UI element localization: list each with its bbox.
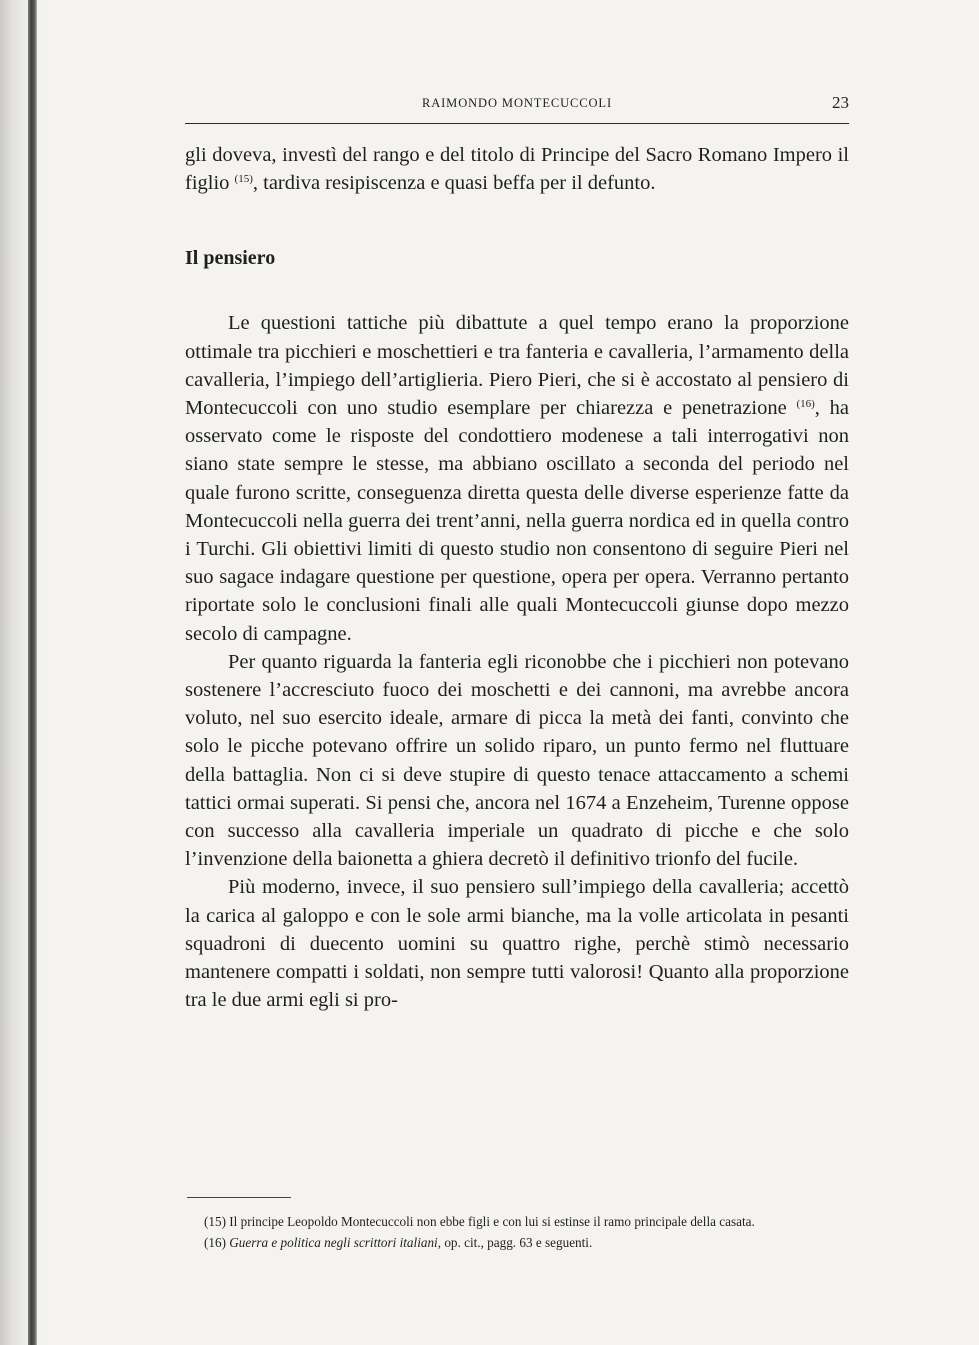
page-header [185,95,849,124]
footnote-separator [187,1197,291,1198]
footnote-16 [185,1232,849,1253]
footnote-15: (15) Il principe Leopoldo Montecuccoli non ebbe figli e con lui si estinse il ramo principale della casata. [204,1214,755,1229]
paragraph-text: , tardiva resipiscenza e quasi beffa per il defunto. [252,172,656,195]
paragraph-continuation [185,141,849,197]
running-head: RAIMONDO MONTECUCCOLI [421,96,613,110]
footnote-number: (16) [204,1235,226,1250]
paragraph: Per quanto riguarda la fanteria egli riconobbe che i picchieri non potevano sostenere l’accresciuto fuoco dei moschetti e dei cannoni, ma avrebbe ancora voluto, nel suo esercito ideale, armare di picca la metà dei fanti, convinto che solo le picche potevano offrire un solido riparo, un punto fermo nel fluttuare della battaglia. Non ci si deve stupire di questo tenace attaccamento a schemi tattici ormai superati. Si pensi che, ancora nel 1674 a Enzeheim, Turenne oppose con successo alla cavalleria imperiale un quadrato di picche e che solo l’invenzione della baionetta a ghiera decretò il definitivo trionfo del fucile. [185,650,849,871]
footnote-ref-15: (15) [234,173,253,186]
footnote-text: op. cit., pagg. 63 e seguenti. [444,1235,593,1250]
paragraph: Più moderno, invece, il suo pensiero sull’impiego della cavalleria; accettò la carica al galoppo e con le sole armi bianche, ma la volle articolata in pesanti squadroni di duecento uomini su quattro righe, perchè stimò necessario mantenere compatti i soldati, non sempre tutti valorosi! Quanto alla proporzione tra le due armi egli si pro- [185,876,849,1012]
paragraph-text: gli doveva, investì del rango e del titolo di Principe del Sacro Romano Impero il figlio [185,144,849,195]
paragraph-text: Le questioni tattiche più dibattute a quel tempo erano la proporzione ottimale tra picchieri e moschettieri e tra fanteria e cavalleria, l’armamento della cavalleria, l’impiego dell’artiglieria. Piero Pieri, che si è accostato al pensiero di Montecuccoli con uno studio esemplare per chiarezza e penetrazione [185,312,849,420]
paragraph [185,309,849,647]
main-text [185,141,849,1014]
section-heading: Il pensiero [185,247,276,270]
book-gutter-shadow [0,0,44,1345]
footnote-title: Guerra e politica negli scrittori italiani, [229,1235,442,1250]
paragraph-text: , ha osservato come le risposte del condottiero modenese a tali interrogativi non siano state sempre le stesse, ma abbiano oscillato a seconda del periodo nel quale furono scritte, conseguenza diretta questa delle diverse esperienze fatte da Montecuccoli nella guerra dei trent’anni, nella guerra nordica ed in quella contro i Turchi. Gli obiettivi limiti di questo studio non consentono di seguire Pieri nel suo sagace indagare questione per questione, opera per opera. Verranno pertanto riportate solo le conclusioni finali alle quali Montecuccoli giunse dopo mezzo secolo di campagne. [185,397,849,645]
footnote-ref-16: (16) [796,398,815,411]
book-spine-edge [28,0,37,1345]
page-number: 23 [832,93,849,112]
footnotes [185,1211,849,1253]
